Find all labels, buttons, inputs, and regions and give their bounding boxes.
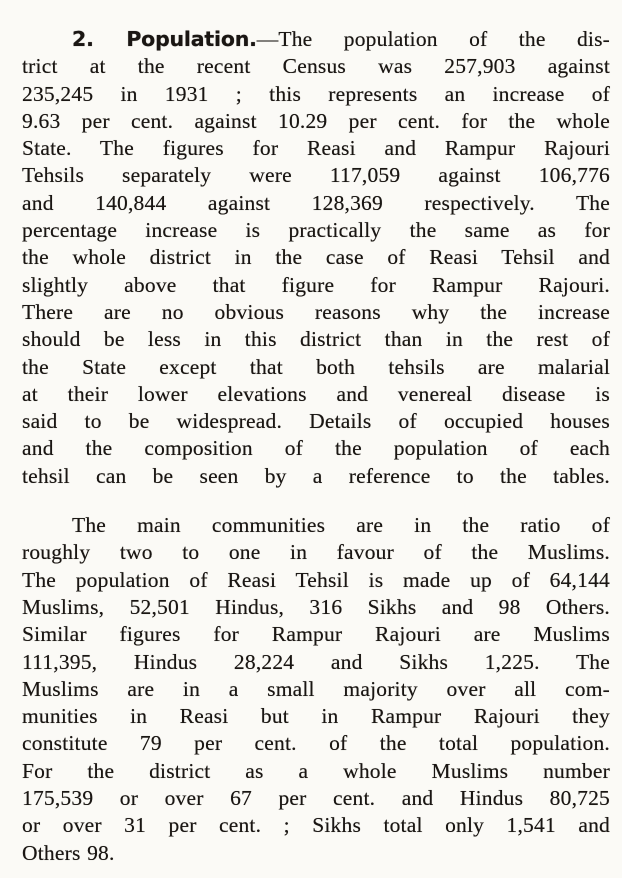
- heading-line-rest: —The population of the dis-: [256, 27, 611, 51]
- text-line: Others 98.: [22, 840, 115, 865]
- text-block: [22, 26, 610, 867]
- text-line: roughly two to one in favour of the Muslims.: [22, 540, 610, 565]
- text-line: Muslims, 52,501 Hindus, 316 Sikhs and 98 Others.: [22, 594, 610, 619]
- text-line: The main communities are in the ratio of: [72, 513, 610, 538]
- text-line: constitute 79 per cent. of the total population.: [22, 731, 610, 756]
- text-line: Muslims are in a small majority over all com-: [22, 676, 610, 701]
- text-line: percentage increase is practically the same as for: [22, 218, 610, 243]
- text-line: 9.63 per cent. against 10.29 per cent. for the whole: [22, 108, 610, 133]
- text-line: There are no obvious reasons why the increase: [22, 299, 610, 324]
- text-line: 235,245 in 1931 ; this represents an increase of: [22, 81, 610, 106]
- text-line: trict at the recent Census was 257,903 against: [22, 54, 610, 79]
- text-line: 111,395, Hindus 28,224 and Sikhs 1,225. The: [22, 649, 610, 674]
- text-line: State. The figures for Reasi and Rampur Rajouri: [22, 136, 610, 161]
- text-line: 175,539 or over 67 per cent. and Hindus 80,725: [22, 786, 610, 811]
- text-line: Tehsils separately were 117,059 against 106,776: [22, 163, 610, 188]
- paragraph-population: [22, 26, 610, 490]
- paragraph-communities: [22, 512, 610, 867]
- text-line: or over 31 per cent. ; Sikhs total only 1,541 and: [22, 813, 610, 838]
- text-line: For the district as a whole Muslims number: [22, 758, 610, 783]
- text-line: tehsil can be seen by a reference to the tables.: [22, 463, 610, 488]
- text-line: The population of Reasi Tehsil is made up of 64,144: [22, 567, 610, 592]
- text-line: and 140,844 against 128,369 respectively. The: [22, 190, 610, 215]
- text-line: munities in Reasi but in Rampur Rajouri they: [22, 704, 610, 729]
- section-heading: 2. Population.: [72, 27, 257, 51]
- text-line: said to be widespread. Details of occupied houses: [22, 409, 610, 434]
- text-line: the whole district in the case of Reasi Tehsil and: [22, 245, 610, 270]
- text-line: should be less in this district than in the rest of: [22, 327, 610, 352]
- text-line: Similar figures for Rampur Rajouri are Muslims: [22, 622, 610, 647]
- text-line: the State except that both tehsils are malarial: [22, 354, 610, 379]
- text-line: [22, 26, 610, 53]
- text-line: at their lower elevations and venereal disease is: [22, 381, 610, 406]
- text-line: and the composition of the population of each: [22, 436, 610, 461]
- text-line: slightly above that figure for Rampur Rajouri.: [22, 272, 610, 297]
